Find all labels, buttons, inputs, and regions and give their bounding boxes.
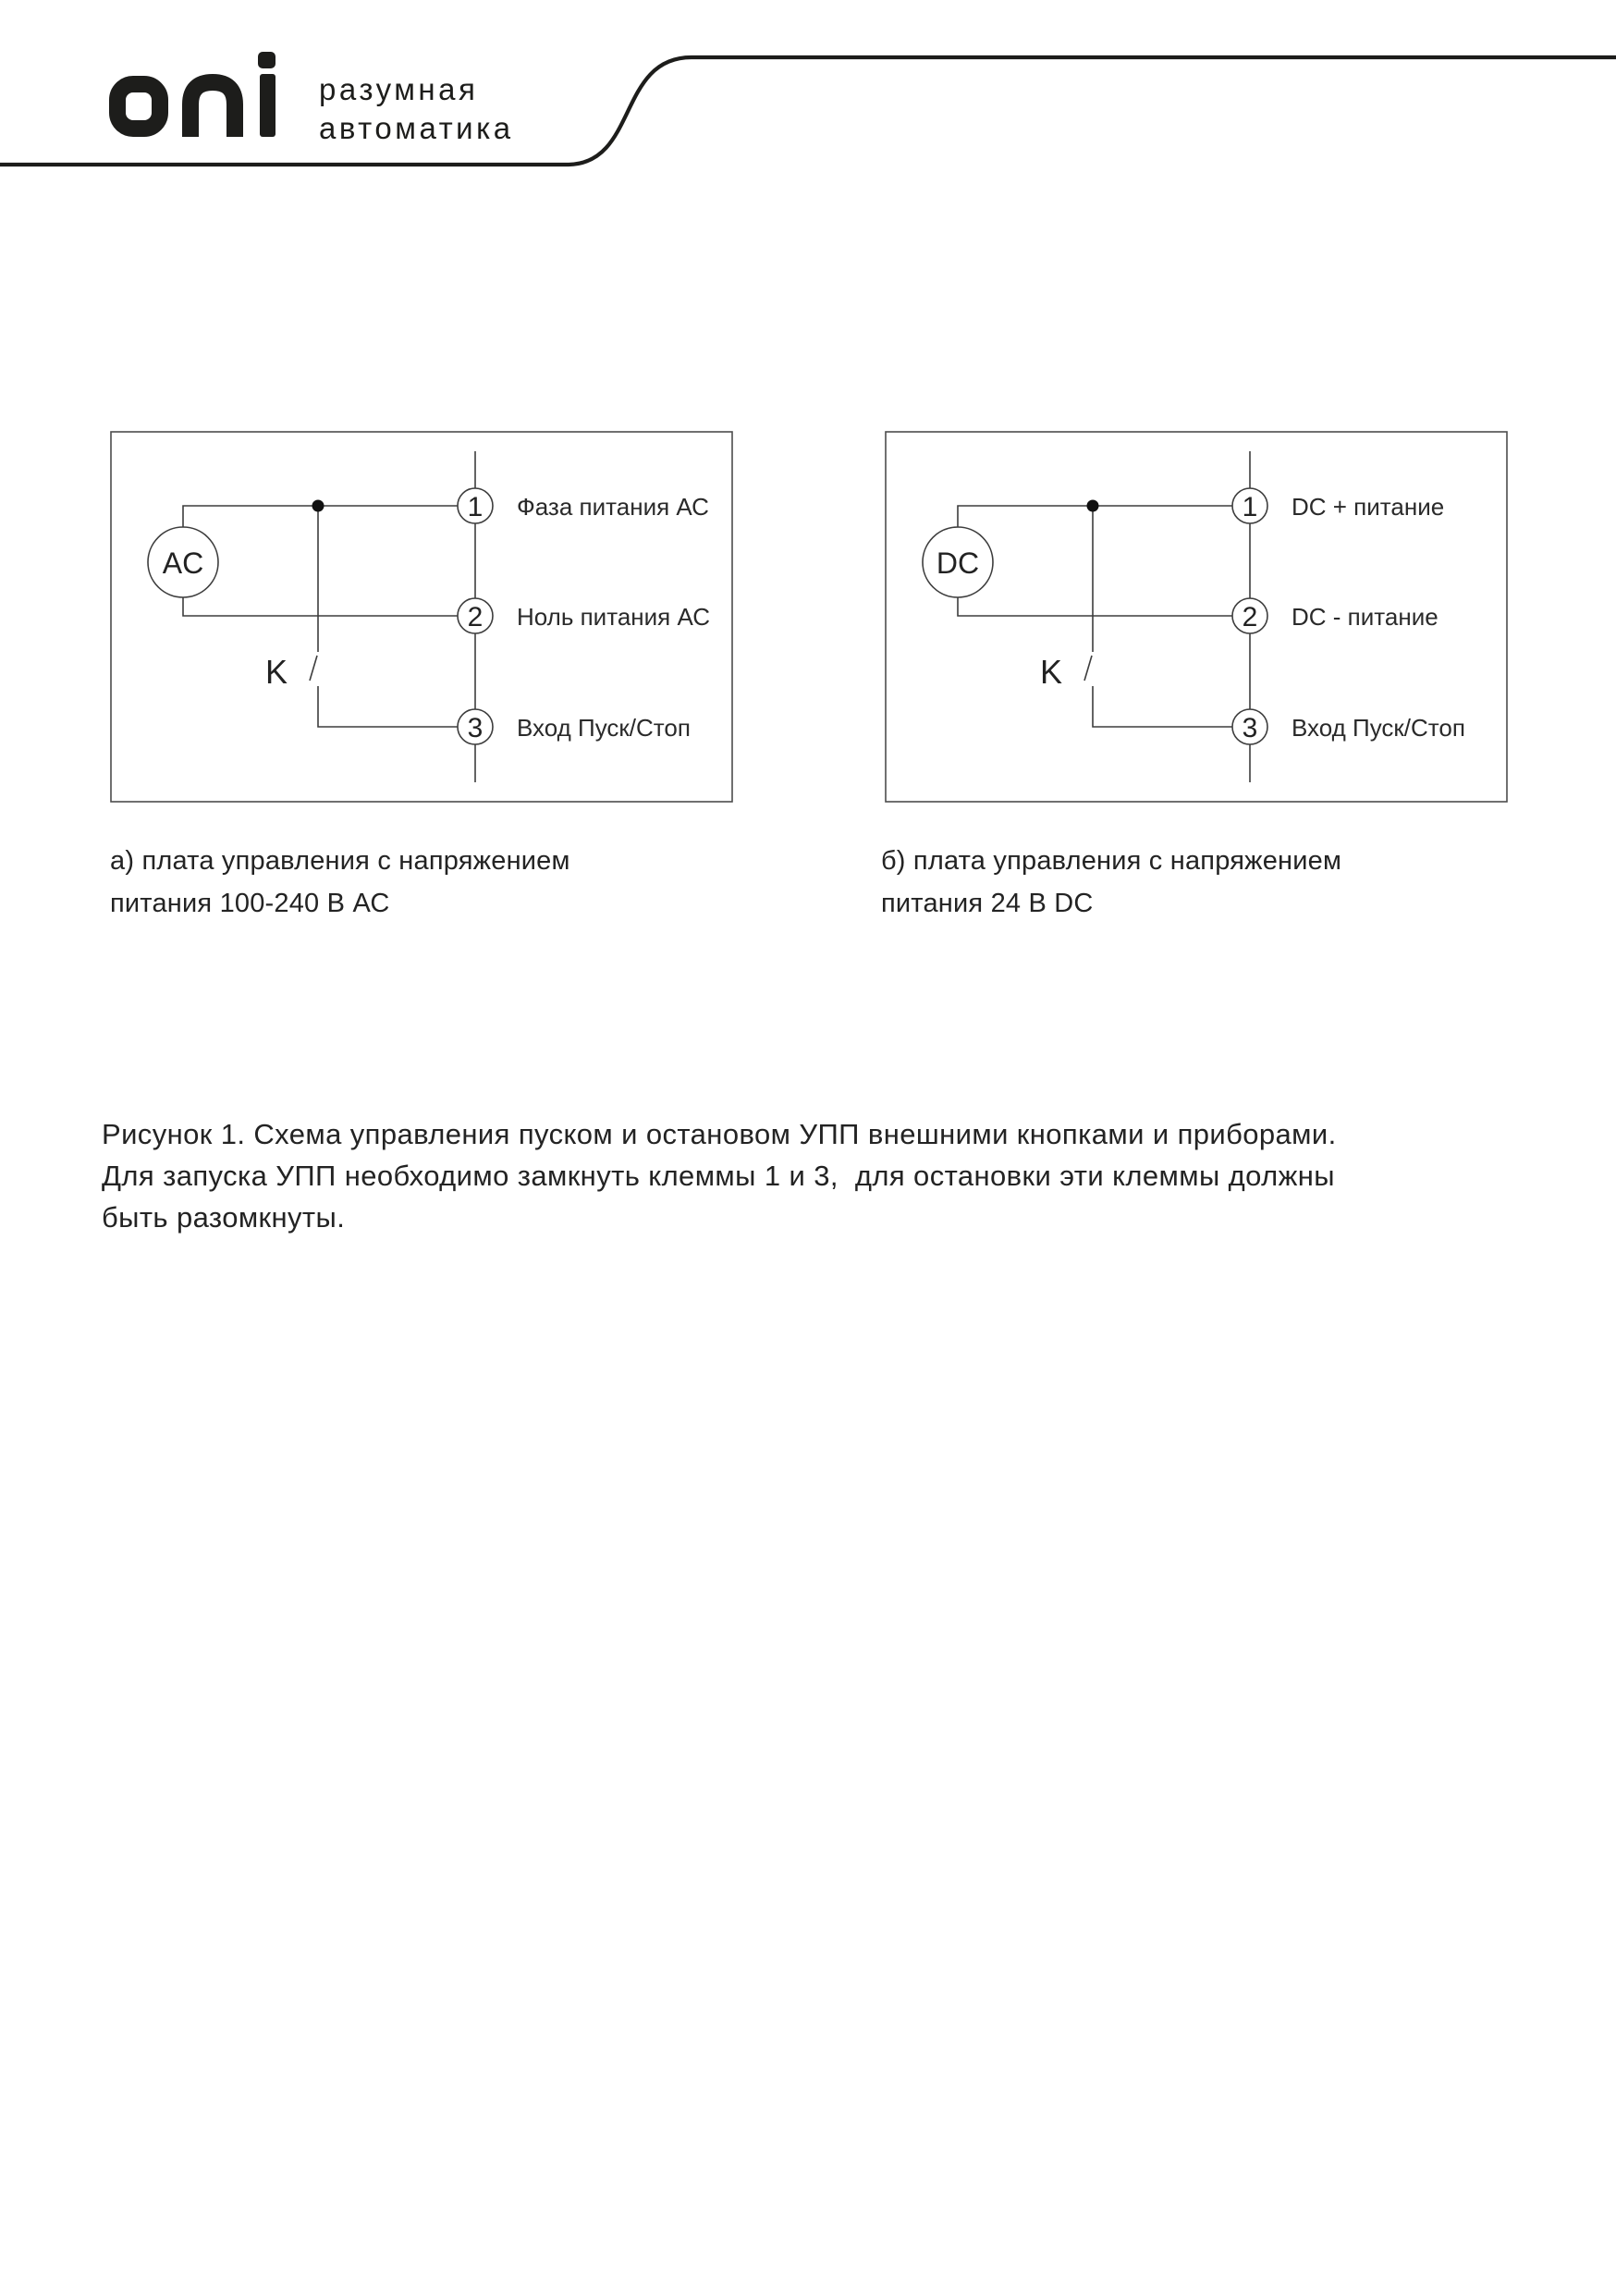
terminal-3-number: 3 <box>1242 713 1258 743</box>
figure-description-line-2: Для запуска УПП необходимо замкнуть клеммы 1 и 3, для остановки эти клеммы должны <box>102 1160 1335 1192</box>
switch-lower-wire <box>1093 686 1232 727</box>
switch-blade <box>1084 656 1092 681</box>
dc-source-label: DC <box>936 546 980 580</box>
logo-tagline-line-1: разумная <box>319 72 479 106</box>
wiring-diagram-dc <box>885 431 1508 803</box>
terminal-2-number: 2 <box>1242 602 1258 632</box>
terminal-3-label: Вход Пуск/Стоп <box>517 714 691 742</box>
caption-diagram-a <box>110 840 570 925</box>
terminal-1-label: Фаза питания АС <box>517 493 709 521</box>
caption-b-line-2: питания 24 В DC <box>881 889 1094 918</box>
neutral-wire <box>183 597 458 616</box>
oni-logo <box>117 52 275 137</box>
ac-source-label: AC <box>162 546 204 580</box>
wiring-diagram-ac <box>110 431 733 803</box>
terminal-1-label: DC + питание <box>1292 493 1445 521</box>
terminal-2-label: DC - питание <box>1292 603 1438 631</box>
terminal-2-label: Ноль питания АС <box>517 603 711 631</box>
logo-letter-o <box>117 84 160 129</box>
terminal-3-number: 3 <box>467 713 484 743</box>
logo-letter-i-dot <box>258 52 275 68</box>
junction-dot <box>312 500 324 512</box>
caption-a-line-1: а) плата управления с напряжением <box>110 846 570 876</box>
switch-blade <box>310 656 317 681</box>
figure-description-line-1: Рисунок 1. Схема управления пуском и остановом УПП внешними кнопками и приборами. <box>102 1118 1337 1150</box>
terminal-3-label: Вход Пуск/Стоп <box>1292 714 1465 742</box>
junction-dot <box>1087 500 1099 512</box>
terminal-1-number: 1 <box>1242 492 1258 522</box>
figure-description-line-3: быть разомкнуты. <box>102 1201 346 1234</box>
logo-letter-i-bar <box>260 74 275 137</box>
page-header <box>0 0 1616 194</box>
terminal-2-number: 2 <box>467 602 484 632</box>
caption-a-line-2: питания 100-240 В АС <box>110 889 390 918</box>
terminal-1-number: 1 <box>467 492 484 522</box>
figure-description <box>102 1113 1337 1238</box>
dc-minus-wire <box>958 597 1232 616</box>
switch-k-label: K <box>1040 653 1063 691</box>
logo-tagline-line-2: автоматика <box>319 111 514 145</box>
switch-lower-wire <box>318 686 458 727</box>
caption-diagram-b <box>881 840 1341 925</box>
caption-b-line-1: б) плата управления с напряжением <box>881 846 1342 876</box>
logo-letter-n <box>190 82 235 137</box>
switch-k-label: K <box>265 653 288 691</box>
